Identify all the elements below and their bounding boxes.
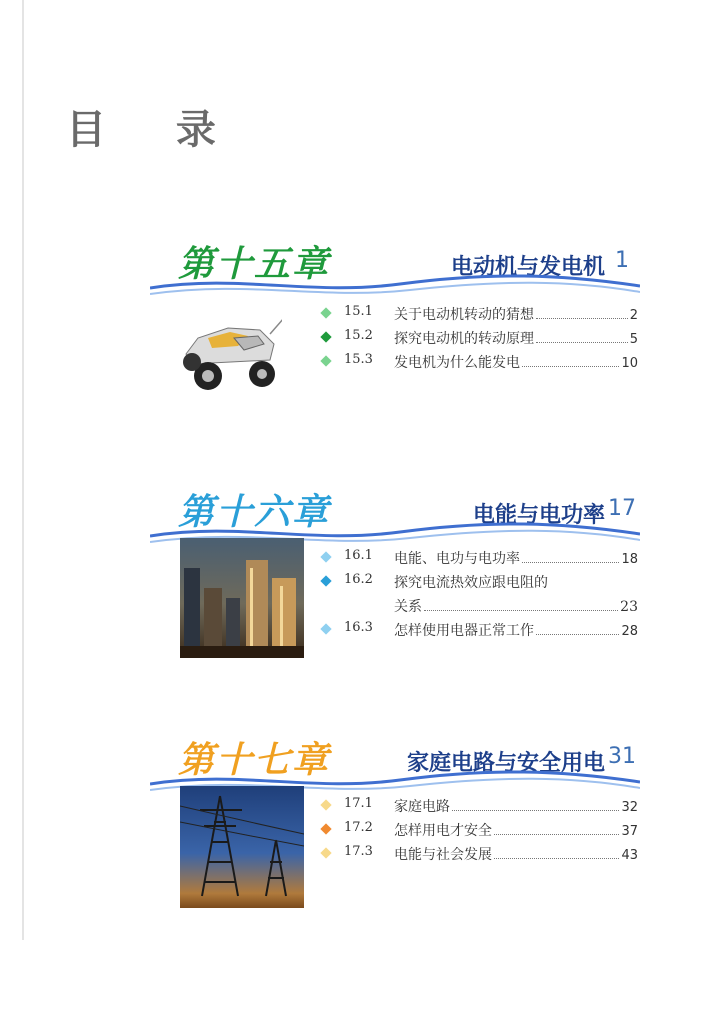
chapter-title: 电能与电功率 xyxy=(472,503,605,528)
section-number: 15.1 xyxy=(344,304,373,319)
page-edge xyxy=(22,0,24,940)
toc-entry[interactable] xyxy=(322,844,638,868)
dot-leader xyxy=(536,634,619,635)
dot-leader xyxy=(522,562,619,563)
toy-car-image xyxy=(178,298,282,394)
section-title: 电能、电功与电功率 xyxy=(394,551,520,567)
section-number: 16.1 xyxy=(344,548,373,563)
chapter-page: 31 xyxy=(608,744,636,769)
chapter-title: 电动机与发电机 xyxy=(450,255,605,280)
chapter-number: 第十六章 xyxy=(178,492,331,533)
section-title: 探究电流热效应跟电阻的 xyxy=(394,575,548,591)
section-number: 17.3 xyxy=(344,844,373,859)
chapter-number: 第十五章 xyxy=(178,244,331,285)
dot-leader xyxy=(494,834,619,835)
section-number: 15.2 xyxy=(344,328,373,343)
section-page: 2 xyxy=(629,308,638,323)
section-number: 16.3 xyxy=(344,620,373,635)
section-page: 18 xyxy=(621,552,638,567)
section-number: 17.2 xyxy=(344,820,373,835)
section-number: 15.3 xyxy=(344,352,373,367)
chapter-title: 家庭电路与安全用电 xyxy=(406,751,605,776)
power-tower-image xyxy=(180,786,304,908)
toc-entry[interactable] xyxy=(322,304,638,328)
section-page: 37 xyxy=(621,824,638,839)
section-list xyxy=(322,548,638,644)
diamond-bullet-icon xyxy=(320,799,331,810)
section-title: 怎样使用电器正常工作 xyxy=(394,623,534,639)
diamond-bullet-icon xyxy=(320,551,331,562)
section-title: 怎样用电才安全 xyxy=(394,823,492,839)
section-title: 关于电动机转动的猜想 xyxy=(394,307,534,323)
chapter-number: 第十七章 xyxy=(178,740,331,781)
toc-entry[interactable] xyxy=(322,352,638,376)
toc-entry[interactable] xyxy=(322,620,638,644)
section-title: 家庭电路 xyxy=(394,799,450,815)
toc-entry[interactable] xyxy=(322,548,638,572)
section-page: 10 xyxy=(621,356,638,371)
diamond-bullet-icon xyxy=(320,623,331,634)
section-list xyxy=(322,796,638,868)
section-page: 43 xyxy=(621,848,638,863)
dot-leader xyxy=(536,342,628,343)
city-night-image xyxy=(180,538,304,658)
dot-leader xyxy=(452,810,619,811)
wave-divider xyxy=(150,270,640,300)
section-title-continued: 关系 xyxy=(394,599,422,615)
section-page: 5 xyxy=(629,332,638,347)
dot-leader xyxy=(536,318,628,319)
page-title: 目 录 xyxy=(66,107,244,153)
dot-leader xyxy=(494,858,619,859)
toc-entry[interactable] xyxy=(322,572,638,620)
section-number: 17.1 xyxy=(344,796,373,811)
diamond-bullet-icon xyxy=(320,575,331,586)
section-number: 16.2 xyxy=(344,572,373,587)
diamond-bullet-icon xyxy=(320,355,331,366)
chapter-page: 1 xyxy=(615,248,629,273)
section-title: 发电机为什么能发电 xyxy=(394,355,520,371)
dot-leader xyxy=(522,366,619,367)
chapter-page: 17 xyxy=(608,496,636,521)
section-page: 28 xyxy=(621,624,638,639)
diamond-bullet-icon xyxy=(320,823,331,834)
toc-entry[interactable] xyxy=(322,328,638,352)
diamond-bullet-icon xyxy=(320,847,331,858)
toc-entry[interactable] xyxy=(322,820,638,844)
diamond-bullet-icon xyxy=(320,307,331,318)
section-title: 探究电动机的转动原理 xyxy=(394,331,534,347)
diamond-bullet-icon xyxy=(320,331,331,342)
dot-leader xyxy=(424,610,618,611)
section-title: 电能与社会发展 xyxy=(394,847,492,863)
section-page: 32 xyxy=(621,800,638,815)
section-page: 23 xyxy=(620,599,638,615)
section-list xyxy=(322,304,638,376)
toc-entry[interactable] xyxy=(322,796,638,820)
